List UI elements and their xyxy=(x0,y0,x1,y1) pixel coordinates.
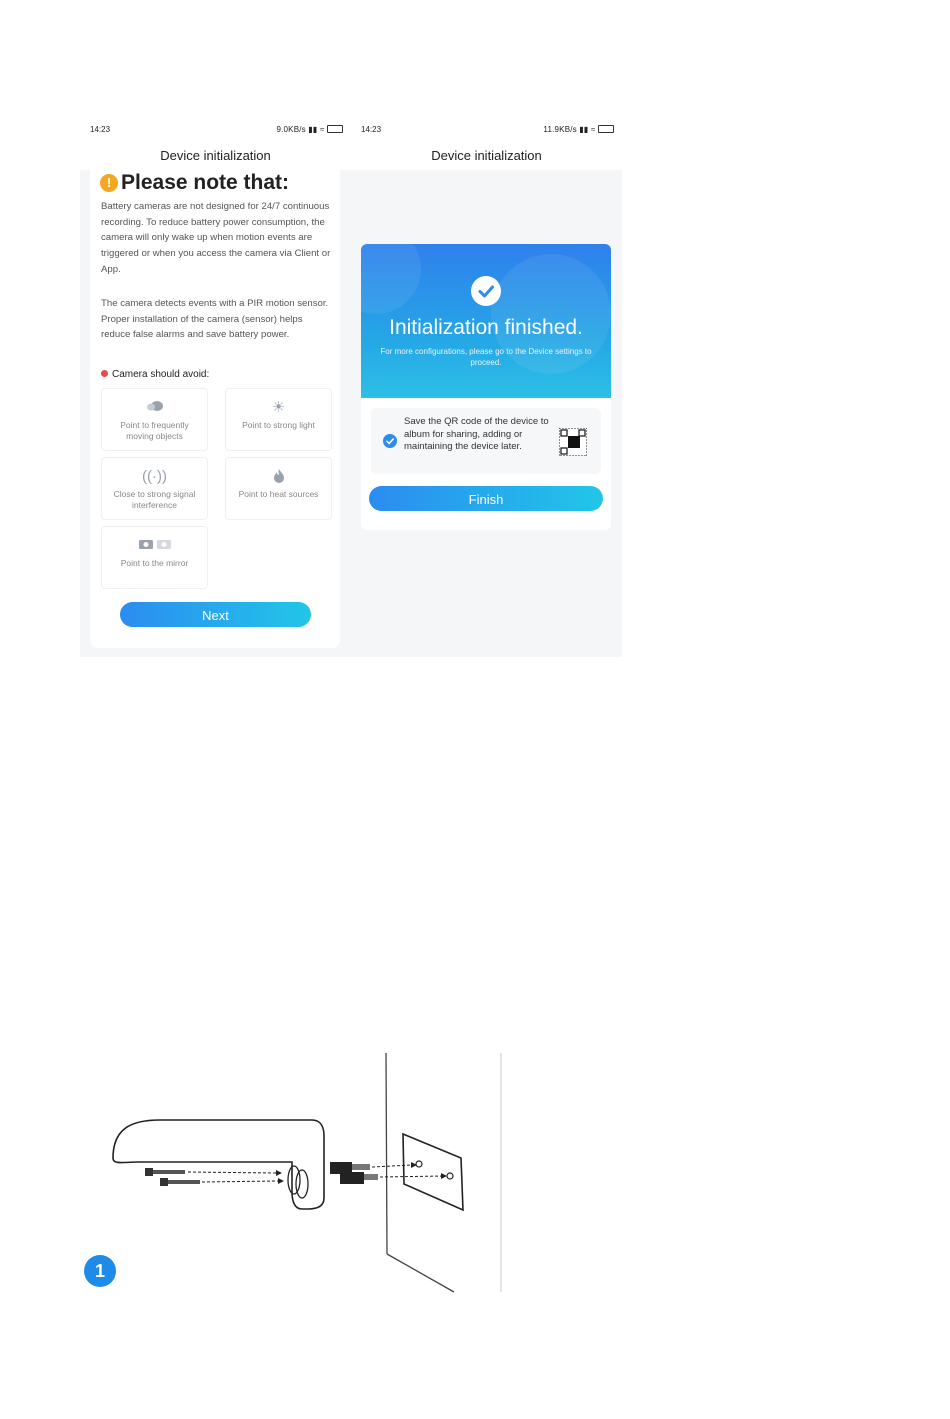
battery-icon xyxy=(327,125,343,133)
wifi-icon: ≈ xyxy=(319,125,325,134)
arrow-head xyxy=(276,1170,282,1176)
avoid-tile-mirror xyxy=(101,526,208,589)
avoid-tile-moving-objects xyxy=(101,388,208,451)
avoid-heading-text: Camera should avoid: xyxy=(112,369,210,380)
anchor-tip xyxy=(352,1164,370,1170)
tile-label: Point to heat sources xyxy=(238,489,319,499)
battery-icon xyxy=(598,125,614,133)
status-time: 14:23 xyxy=(90,125,111,134)
tile-label: Point to the mirror xyxy=(120,558,189,568)
network-speed: 11.9KB/s xyxy=(543,125,577,134)
save-qr-text: Save the QR code of the device to album for sharing, adding or maintaining the device later. xyxy=(404,416,549,452)
signal-icon: ▮▮ xyxy=(579,125,589,134)
moving-objects-icon xyxy=(102,399,207,417)
screw-shaft xyxy=(168,1180,200,1184)
mounting-bracket-diagram xyxy=(80,1050,520,1300)
flame-icon xyxy=(226,468,331,486)
guide-arrow xyxy=(202,1181,278,1182)
screw-shaft xyxy=(153,1170,185,1174)
finish-button[interactable]: Finish xyxy=(369,486,603,511)
camera-bracket xyxy=(113,1120,324,1209)
avoid-heading xyxy=(101,369,209,380)
avoid-tile-heat xyxy=(225,457,332,520)
arrow-head xyxy=(278,1178,284,1184)
wall-floor-line xyxy=(387,1254,454,1292)
status-indicators xyxy=(276,125,343,134)
note-heading-text: Please note that: xyxy=(121,171,290,194)
qr-code-icon xyxy=(559,428,587,456)
battery-paragraph: Battery cameras are not designed for 24/7 continuous recording. To reduce battery power consumption, the camera will only wake up when motion events are triggered or when you access the camera via Client or App. xyxy=(101,201,331,275)
success-title: Initialization finished. xyxy=(389,316,583,339)
status-time: 14:23 xyxy=(361,125,382,134)
page-title: Device initialization xyxy=(351,142,622,170)
result-card xyxy=(361,244,611,530)
tile-label: Point to frequently moving objects xyxy=(120,420,189,441)
app-screenshot xyxy=(80,118,622,657)
avoid-tile-strong-light xyxy=(225,388,332,451)
network-speed: 9.0KB/s xyxy=(276,125,306,134)
page-title: Device initialization xyxy=(80,142,351,170)
note-heading xyxy=(100,171,289,195)
checkbox-checked-icon[interactable] xyxy=(383,434,397,448)
red-dot-icon xyxy=(101,370,108,377)
note-card xyxy=(90,170,340,648)
right-phone-screen xyxy=(351,118,622,657)
step-number-badge: 1 xyxy=(84,1255,116,1287)
wifi-icon: ≈ xyxy=(590,125,596,134)
signal-icon: ▮▮ xyxy=(308,125,318,134)
pir-paragraph: The camera detects events with a PIR motion sensor. Proper installation of the camera (sensor) helps reduce false alarms and save battery power. xyxy=(101,298,329,341)
status-bar xyxy=(351,118,622,142)
success-subtitle: For more configurations, please go to the Device settings to proceed. xyxy=(380,347,592,367)
left-phone-screen xyxy=(80,118,351,657)
screw-head xyxy=(160,1178,168,1186)
status-indicators xyxy=(543,125,614,134)
signal-icon: ((·)) xyxy=(142,468,167,485)
anchor-tip xyxy=(364,1174,378,1180)
avoid-tile-signal xyxy=(101,457,208,520)
success-banner xyxy=(361,244,611,398)
tile-label: Point to strong light xyxy=(242,420,315,430)
camera-mirror-icon xyxy=(102,537,207,555)
tile-label: Close to strong signal interference xyxy=(113,489,196,510)
decor-circle xyxy=(361,244,421,314)
sun-icon: ☀ xyxy=(271,399,286,416)
warning-icon: ! xyxy=(100,174,118,192)
wall-edge-line xyxy=(386,1053,387,1254)
check-icon xyxy=(471,276,501,306)
screw-head xyxy=(145,1168,153,1176)
guide-arrow xyxy=(188,1172,276,1173)
wall-plate xyxy=(403,1134,463,1210)
wall-anchor xyxy=(340,1172,364,1184)
status-bar xyxy=(80,118,351,142)
next-button[interactable]: Next xyxy=(120,602,311,627)
save-qr-option[interactable] xyxy=(371,408,601,474)
